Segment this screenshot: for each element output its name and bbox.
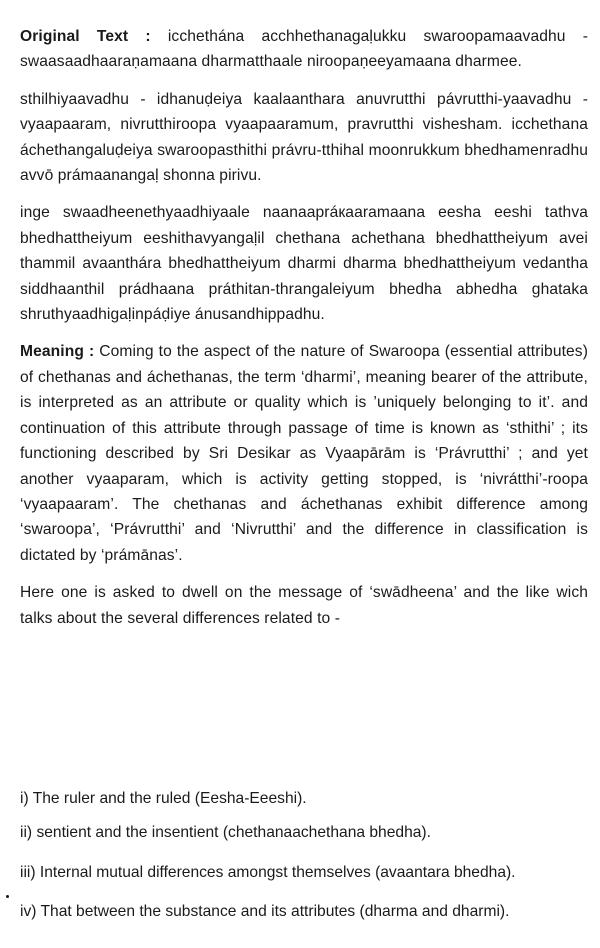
original-text-paragraph xyxy=(20,24,588,75)
intro-paragraph: Here one is asked to dwell on the message of ‘swādheena’ and the like wich talks about the several differences related to - xyxy=(20,584,588,627)
list-item-2: ii) sentient and the insentient (chethanaachethana bhedha). xyxy=(20,824,431,841)
list-item-3: iii) Internal mutual differences amongst themselves (avaantara bhedha). xyxy=(20,864,516,881)
meaning-body: Coming to the aspect of the nature of Swaroopa (essential attributes) of chethanas and áchethanas, the term ‘dharmi’, meaning bearer of the attribute, is interpreted as an attribute or quality which is ’uniquely belonging to it’. and continuation of this attribute through passage of time is known as ‘sthithi’ ; its functioning described by Sri Desikar as Vyaapārām is ‘Právrutthi’ ; and yet another vyaaparam, which is activity getting stopped, is ‘nivrátthi’-roopa ‘vyaapaaram’. The chethanas and áchethanas exhibit difference among ‘swaroopa’, ‘Právrutthi’ and ‘Nivrutthi’ and the difference in classification is dictated by ‘prámānas’. xyxy=(20,343,588,564)
transliteration-paragraph-3: inge swaadheenethyaadhiyaale naanaapráкaaramaana eesha eeshi tathva bhedhattheiyum eeshithavyangaḷil chethana achethana bhedhattheiyum avei thammil avaanthára bhedhattheiyum dharmi dharma bhedhattheiyum vedantha siddhaanthil prádhaana práthitan-thrangaleiyum bhedha abhedha ghataka shruthyaadhigaḷinpáḍiye ánusandhippadhu. xyxy=(20,204,589,324)
meaning-paragraph xyxy=(20,339,588,568)
original-text-body: icchethána acchhethanagaḷukku swaroopamaavadhu - swaasaadhaaraṇamaana dharmatthaale niroopaṇeeyamaana dharmee. xyxy=(20,28,588,71)
stray-mark xyxy=(6,895,9,898)
list-item-4: iv) That between the substance and its attributes (dharma and dharmi). xyxy=(20,903,510,920)
transliteration-paragraph-2: sthilhiyaavadhu - idhanuḍeiya kaalaanthara anuvrutthi pávrutthi-yaavadhu - vyaapaaram, nivrutthiroopa vyaapaaramum, pravrutthi vishesham. icchethana áchethangaluḍeiya swaroopasthithi právru-tthihal moonrukkum bhedhamenradhu avvō prámaanangaḷ shonna pirivu. xyxy=(20,90,588,185)
document-page xyxy=(20,24,588,643)
meaning-label: Meaning : xyxy=(20,343,95,361)
list-item-1: i) The ruler and the ruled (Eesha-Eeeshi). xyxy=(20,790,307,807)
original-text-label: Original Text : xyxy=(20,28,151,45)
